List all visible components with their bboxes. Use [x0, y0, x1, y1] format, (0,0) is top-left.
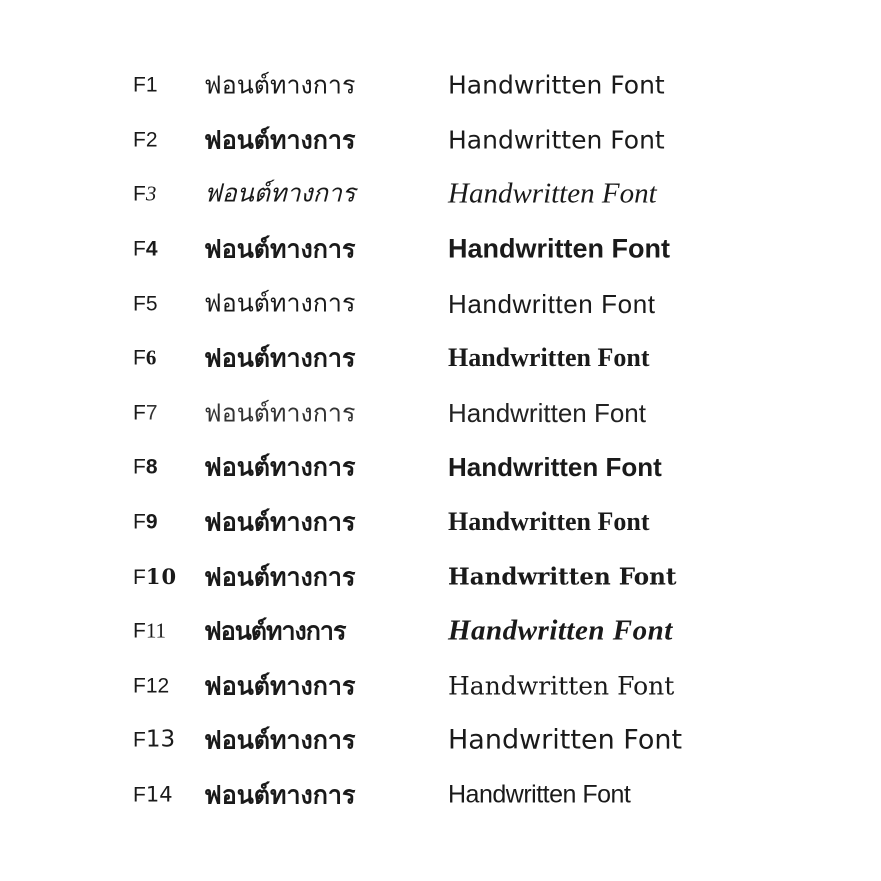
english-sample-text: Handwritten Font [448, 233, 670, 264]
font-code-number: 14 [145, 782, 173, 807]
font-code [133, 618, 167, 643]
font-code-prefix: F [133, 237, 146, 261]
thai-sample-text: ฟอนต์ทางการ [204, 343, 356, 373]
thai-sample-text: ฟอนต์ทางการ [204, 289, 356, 318]
font-code-number: 5 [145, 292, 158, 316]
english-sample-text: Handwritten Font [448, 507, 650, 537]
english-sample-text: Handwritten Font [448, 452, 662, 483]
font-sample-row [0, 331, 881, 386]
font-sample-row [0, 222, 881, 277]
thai-sample-text: ฟอนต์ทางการ [204, 180, 356, 208]
thai-sample-text: ฟอนต์ทางการ [204, 452, 356, 482]
thai-sample-text: ฟอนต์ทางการ [204, 234, 356, 264]
font-code-number: 11 [145, 618, 167, 643]
font-sample-row [0, 495, 881, 550]
font-sample-row [0, 768, 881, 823]
font-code-number: 2 [145, 128, 158, 152]
font-code-number: 3 [145, 181, 157, 206]
font-code [133, 402, 158, 423]
english-sample-text: Handwritten Font [448, 288, 656, 319]
font-sample-row [0, 167, 881, 222]
font-code-prefix: F [133, 455, 146, 479]
english-sample-text: Handwritten Font [448, 780, 631, 809]
font-code [133, 239, 158, 260]
font-code [133, 181, 157, 206]
font-code-prefix: F [133, 783, 146, 807]
font-code-prefix: F [133, 401, 146, 425]
font-code-number: 13 [145, 726, 176, 753]
font-sample-row [0, 604, 881, 659]
font-sample-row [0, 113, 881, 168]
english-sample-text: Handwritten Font [448, 70, 665, 100]
font-sample-row [0, 659, 881, 714]
english-sample-text: Handwritten Font [448, 397, 646, 428]
thai-sample-text: ฟอนต์ทางการ [204, 398, 356, 428]
font-code [133, 129, 158, 150]
font-code-prefix: F [133, 292, 146, 316]
font-code-number: 12 [145, 674, 170, 698]
font-code-prefix: F [133, 674, 146, 698]
font-sample-row [0, 276, 881, 331]
font-sample-row [0, 549, 881, 604]
font-code [133, 457, 158, 478]
font-code-prefix: F [133, 182, 146, 206]
font-code-number: 9 [145, 510, 158, 534]
english-sample-text: Handwritten Font [448, 671, 675, 701]
font-code-number: 6 [145, 345, 157, 370]
font-code-number: 8 [145, 455, 158, 479]
font-sample-row [0, 58, 881, 113]
font-code [133, 512, 158, 533]
font-code-number: 10 [145, 563, 178, 589]
font-sample-list [0, 58, 881, 822]
thai-sample-text: ฟอนต์ทางการ [204, 671, 356, 701]
font-code [133, 726, 176, 753]
font-code-prefix: F [133, 73, 146, 97]
font-sample-row [0, 713, 881, 768]
thai-sample-text: ฟอนต์ทางการ [204, 562, 356, 592]
font-code [133, 293, 158, 314]
english-sample-text: Handwritten Font [448, 125, 665, 155]
english-sample-text: Handwritten Font [448, 343, 650, 373]
font-code [133, 75, 158, 96]
font-code-prefix: F [133, 346, 146, 370]
font-sample-row [0, 440, 881, 495]
thai-sample-text: ฟอนต์ทางการ [204, 616, 346, 646]
font-code [133, 782, 173, 807]
font-code [133, 345, 157, 370]
font-code-number: 7 [145, 401, 158, 425]
thai-sample-text: ฟอนต์ทางการ [204, 125, 356, 155]
thai-sample-text: ฟอนต์ทางการ [204, 507, 356, 537]
english-sample-text: Handwritten Font [448, 563, 677, 591]
thai-sample-text: ฟอนต์ทางการ [204, 70, 356, 100]
font-code [133, 563, 178, 589]
font-code-prefix: F [133, 728, 146, 752]
font-code-prefix: F [133, 565, 146, 589]
font-code-number: 1 [145, 73, 158, 97]
font-code-prefix: F [133, 510, 146, 534]
font-code-prefix: F [133, 619, 146, 643]
font-sample-row [0, 386, 881, 441]
thai-sample-text: ฟอนต์ทางการ [204, 725, 356, 755]
english-sample-text: Handwritten Font [448, 177, 657, 210]
font-code [133, 675, 169, 696]
english-sample-text: Handwritten Font [448, 724, 683, 756]
font-code-prefix: F [133, 128, 146, 152]
thai-sample-text: ฟอนต์ทางการ [204, 780, 356, 810]
english-sample-text: Handwritten Font [448, 614, 673, 647]
font-code-number: 4 [145, 237, 158, 261]
